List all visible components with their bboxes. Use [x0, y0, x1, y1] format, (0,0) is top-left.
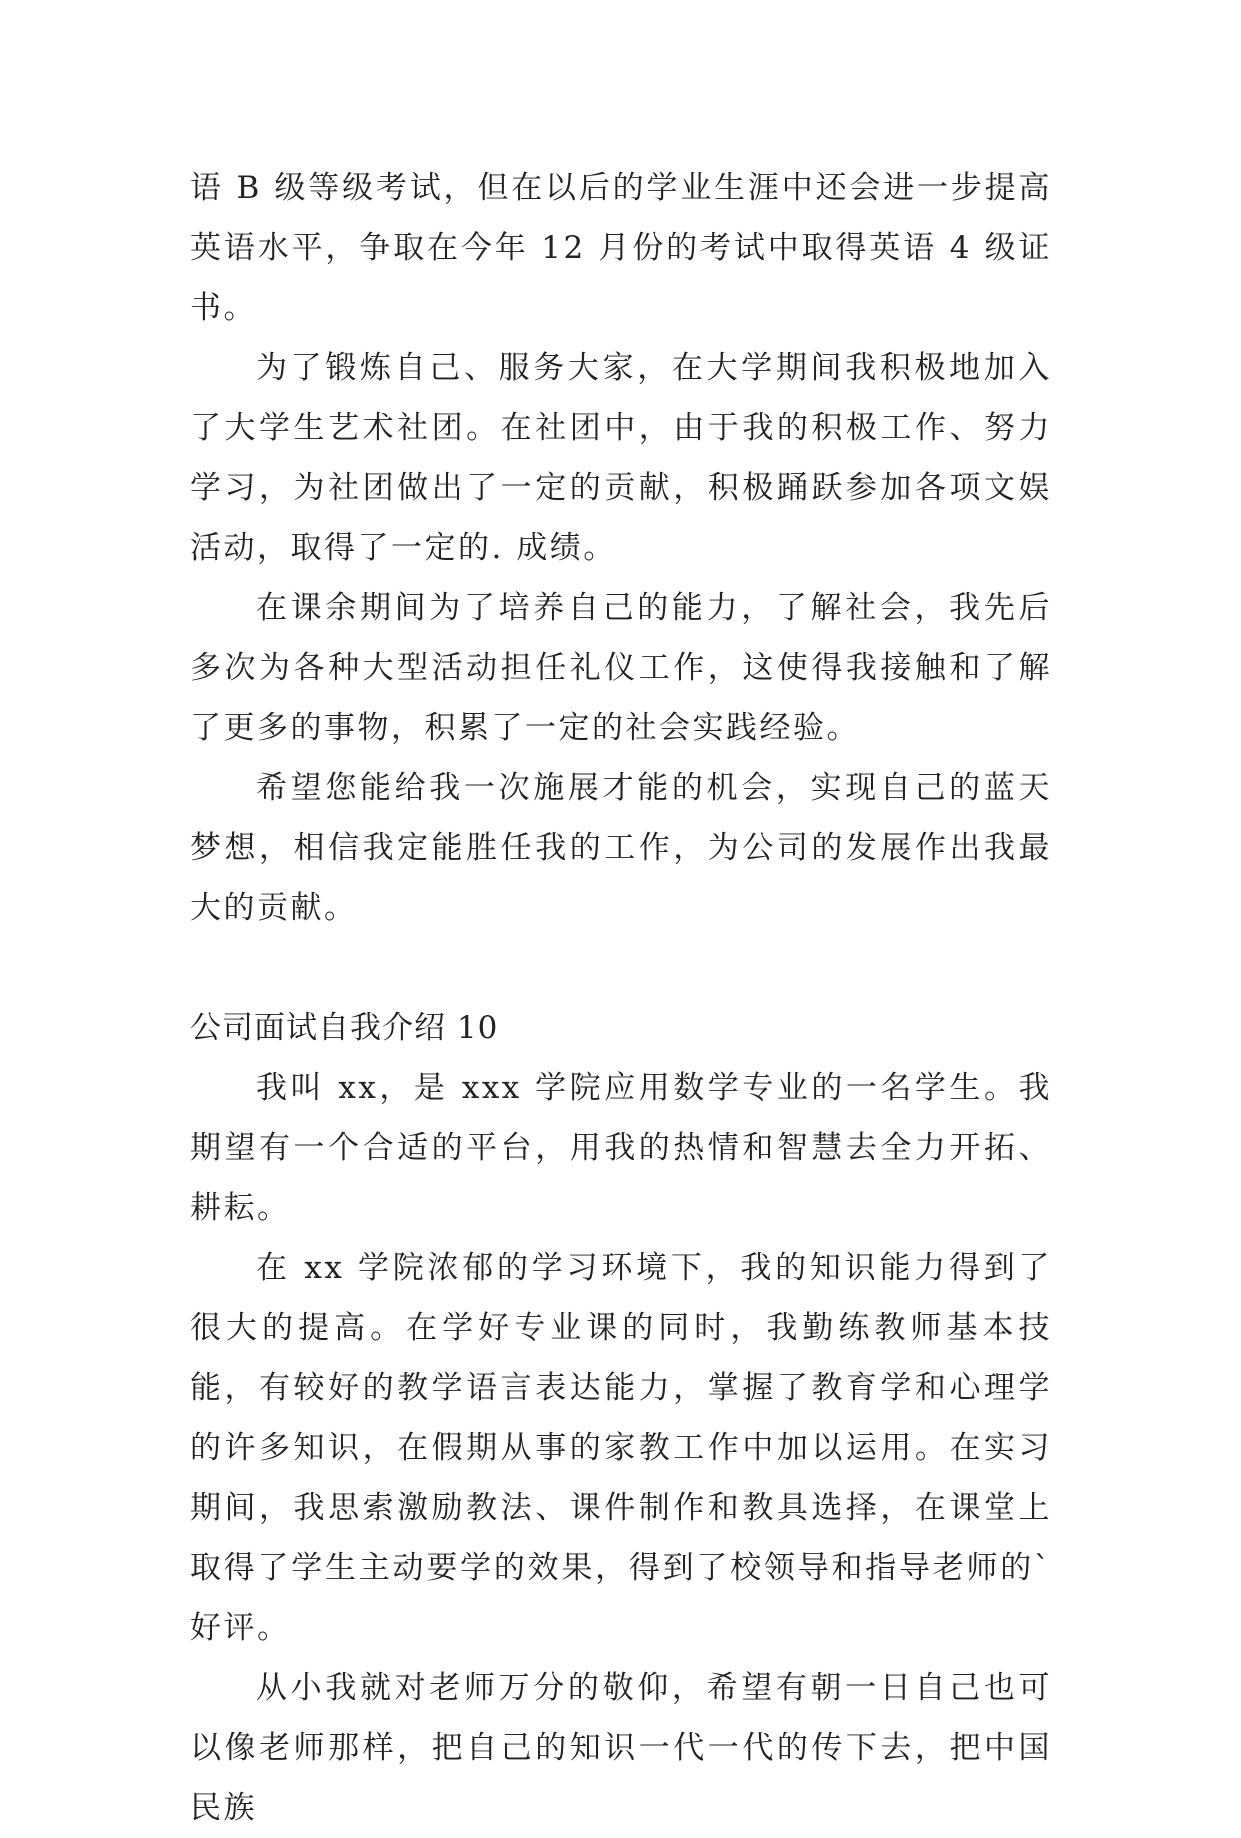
paragraph-teacher-aspiration: 从小我就对老师万分的敬仰，希望有朝一日自己也可以像老师那样，把自己的知识一代一代的传下去，把中国民族 [190, 1670, 1052, 1826]
paragraph-introduction: 我叫 xx，是 xxx 学院应用数学专业的一名学生。我期望有一个合适的平台，用我的热情和智慧去全力开拓、耕耘。 [190, 1070, 1052, 1226]
document-body [190, 158, 1052, 1838]
paragraph-social-practice: 在课余期间为了培养自己的能力，了解社会，我先后多次为各种大型活动担任礼仪工作，这使得我接触和了解了更多的事物，积累了一定的社会实践经验。 [190, 590, 1052, 746]
paragraph-closing-wish: 希望您能给我一次施展才能的机会，实现自己的蓝天梦想，相信我定能胜任我的工作，为公司的发展作出我最大的贡献。 [190, 770, 1052, 926]
paragraph-art-club: 为了锻炼自己、服务大家，在大学期间我积极地加入了大学生艺术社团。在社团中，由于我的积极工作、努力学习，为社团做出了一定的贡献，积极踊跃参加各项文娱活动，取得了一定的. 成绩。 [190, 350, 1052, 566]
paragraph-continued: 语 B 级等级考试，但在以后的学业生涯中还会进一步提高英语水平，争取在今年 12 月份的考试中取得英语 4 级证书。 [190, 170, 1052, 326]
section-heading: 公司面试自我介绍 10 [190, 1010, 499, 1046]
paragraph-study-experience: 在 xx 学院浓郁的学习环境下，我的知识能力得到了很大的提高。在学好专业课的同时，我勤练教师基本技能，有较好的教学语言表达能力，掌握了教育学和心理学的许多知识，在假期从事的家教工作中加以运用。在实习期间，我思索激励教法、课件制作和教具选择，在课堂上取得了学生主动要学的效果，得到了校领导和指导老师的`好评。 [190, 1250, 1052, 1646]
